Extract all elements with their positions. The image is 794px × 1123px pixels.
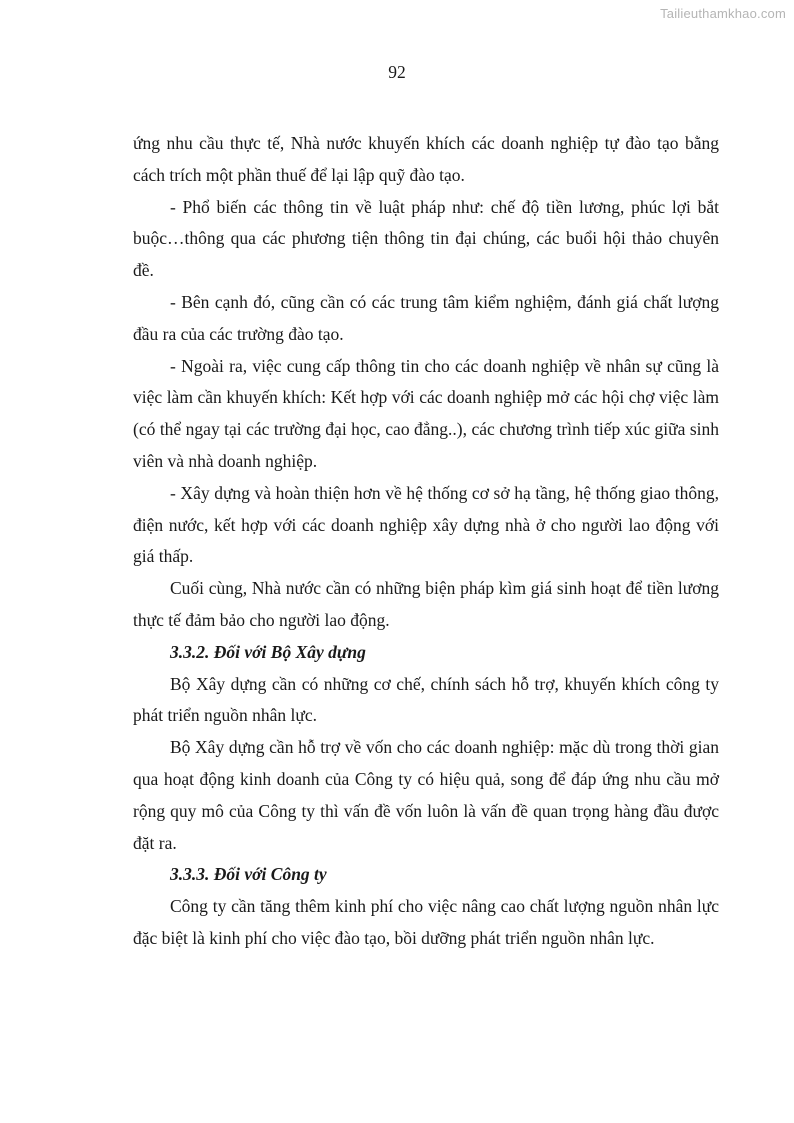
paragraph-ministry-policy: Bộ Xây dựng cần có những cơ chế, chính sách hỗ trợ, khuyến khích công ty phát triển nguồn nhân lực. <box>133 673 719 726</box>
paragraph-ministry-capital: Bộ Xây dựng cần hỗ trợ về vốn cho các doanh nghiệp: mặc dù trong thời gian qua hoạt động kinh doanh của Công ty có hiệu quả, song để đáp ứng nhu cầu mở rộng quy mô của Công ty thì vấn đề vốn luôn là vấn đề quan trọng hàng đầu được đặt ra. <box>133 737 719 853</box>
paragraph-continuation: ứng nhu cầu thực tế, Nhà nước khuyến khích các doanh nghiệp tự đào tạo bằng cách trích một phần thuế để lại lập quỹ đào tạo. <box>133 133 719 185</box>
paragraph-bullet-law-info: - Phổ biến các thông tin về luật pháp như: chế độ tiền lương, phúc lợi bắt buộc…thông qua các phương tiện thông tin đại chúng, các buổi hội thảo chuyên đề. <box>133 196 719 281</box>
paragraph-company-funding: Công ty cần tăng thêm kinh phí cho việc nâng cao chất lượng nguồn nhân lực đặc biệt là kinh phí cho việc đào tạo, bồi dưỡng phát triển nguồn nhân lực. <box>133 896 719 948</box>
paragraph-conclusion: Cuối cùng, Nhà nước cần có những biện pháp kìm giá sinh hoạt để tiền lương thực tế đảm bảo cho người lao động. <box>133 578 719 630</box>
watermark-text: Tailieuthamkhao.com <box>660 6 786 21</box>
document-body <box>133 128 719 955</box>
paragraph-bullet-infrastructure: - Xây dựng và hoàn thiện hơn về hệ thống cơ sở hạ tầng, hệ thống giao thông, điện nước, kết hợp với các doanh nghiệp xây dựng nhà ở cho người lao động với giá thấp. <box>133 482 719 567</box>
section-heading-company: 3.3.3. Đối với Công ty <box>170 864 327 885</box>
section-heading-ministry: 3.3.2. Đối với Bộ Xây dựng <box>170 641 366 662</box>
paragraph-bullet-quality-centers: - Bên cạnh đó, cũng cần có các trung tâm kiểm nghiệm, đánh giá chất lượng đầu ra của các trường đào tạo. <box>133 291 719 344</box>
paragraph-bullet-hr-info: - Ngoài ra, việc cung cấp thông tin cho các doanh nghiệp về nhân sự cũng là việc làm cần khuyến khích: Kết hợp với các doanh nghiệp mở các hội chợ việc làm (có thể ngay tại các trường đại học, cao đẳng..), các chương trình tiếp xúc giữa sinh viên và nhà doanh nghiệp. <box>133 355 719 471</box>
page-number: 92 <box>388 62 406 82</box>
